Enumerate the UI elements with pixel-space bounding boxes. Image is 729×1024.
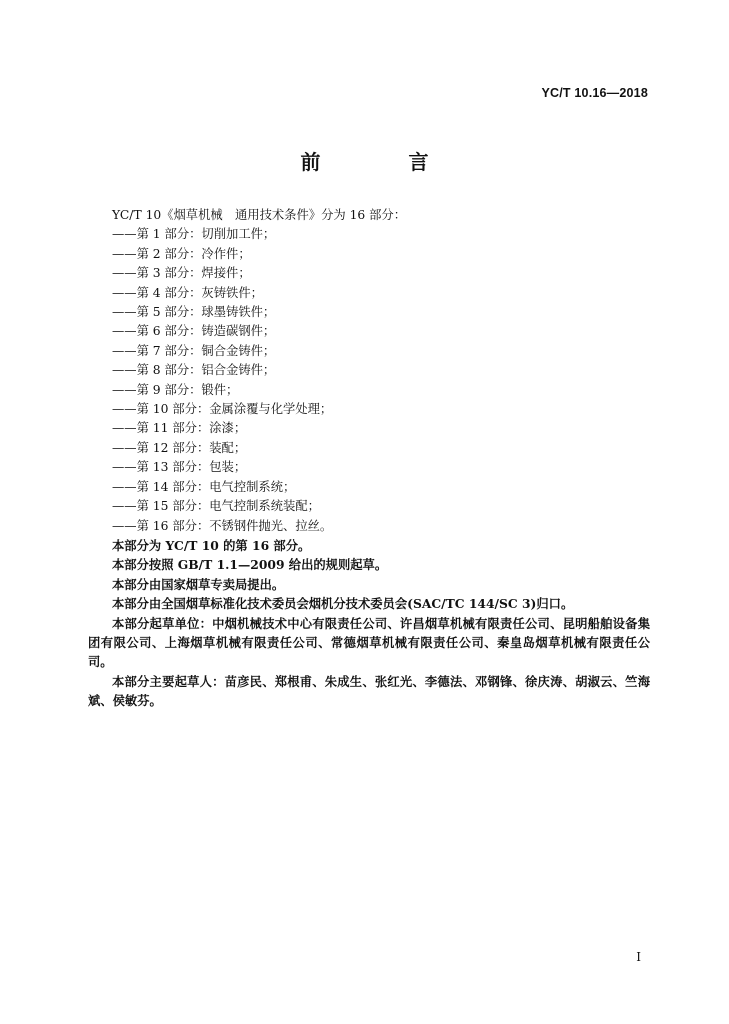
list-item: ——第 7 部分：铜合金铸件；: [112, 343, 276, 358]
list-item: ——第 4 部分：灰铸铁件；: [112, 285, 263, 300]
list-item: ——第 1 部分：切削加工件；: [112, 227, 276, 242]
list-item: ——第 14 部分：电气控制系统；: [112, 479, 296, 494]
list-item: ——第 8 部分：铝合金铸件；: [112, 363, 276, 378]
preface-body: [88, 206, 650, 711]
intro-line: YC/T 10《烟草机械 通用技术条件》分为 16 部分：: [112, 208, 407, 222]
paragraph-drafting-rules: 本部分按照 GB/T 1.1—2009 给出的规则起草。: [112, 557, 388, 573]
paragraph-proposer: 本部分由国家烟草专卖局提出。: [112, 576, 285, 592]
list-item: ——第 13 部分：包装；: [112, 460, 247, 475]
standard-code: YC/T 10.16—2018: [541, 86, 648, 100]
parts-list: [88, 225, 650, 536]
list-item: ——第 6 部分：铸造碳钢件；: [112, 324, 276, 339]
list-item: ——第 5 部分：球墨铸铁件；: [112, 305, 276, 320]
list-item: ——第 2 部分：冷作件；: [112, 246, 251, 261]
page-number: I: [636, 950, 641, 964]
list-item: ——第 12 部分：装配；: [112, 440, 247, 455]
list-item: ——第 16 部分：不锈钢件抛光、拉丝。: [112, 518, 333, 533]
list-item: ——第 15 部分：电气控制系统装配；: [112, 499, 320, 514]
list-item: ——第 11 部分：涂漆；: [112, 421, 247, 436]
paragraph-drafters: 本部分主要起草人：苗彦民、郑根甫、朱成生、张红光、李德法、邓钢锋、徐庆涛、胡淑云、竺海斌、侯敏芬。: [88, 673, 650, 709]
list-item: ——第 9 部分：锻件；: [112, 382, 239, 397]
paragraph-committee: 本部分由全国烟草标准化技术委员会烟机分技术委员会(SAC/TC 144/SC 3)归口。: [112, 596, 574, 612]
paragraph-part-number: 本部分为 YC/T 10 的第 16 部分。: [112, 537, 311, 553]
list-item: ——第 10 部分：金属涂覆与化学处理；: [112, 402, 333, 417]
list-item: ——第 3 部分：焊接件；: [112, 266, 251, 281]
page-title: 前 言: [300, 150, 463, 174]
paragraph-drafting-units: 本部分起草单位：中烟机械技术中心有限责任公司、许昌烟草机械有限责任公司、昆明船舶设备集团有限公司、上海烟草机械有限责任公司、常德烟草机械有限责任公司、秦皇岛烟草机械有限责任公司。: [88, 615, 650, 670]
